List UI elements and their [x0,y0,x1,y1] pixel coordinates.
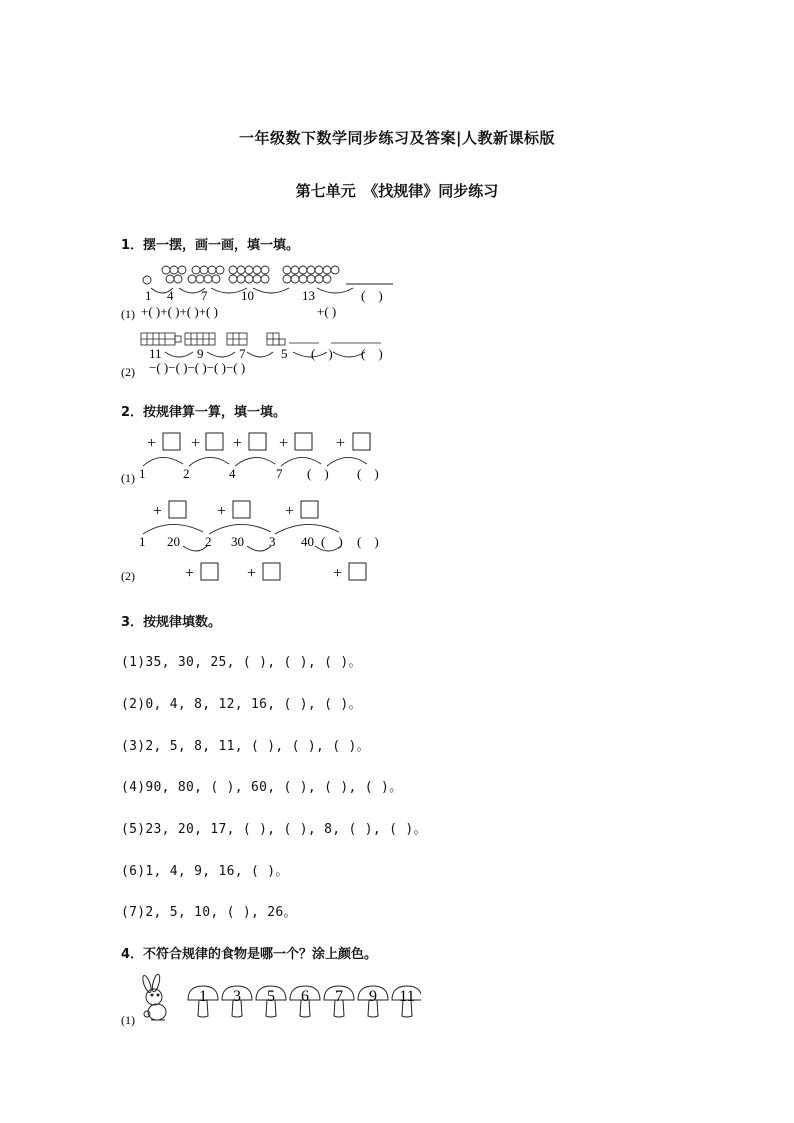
mushroom-number: 7 [335,988,343,1005]
page-subtitle: 第七单元 《找规律》同步练习 [295,182,499,200]
q2-p2-num-4: 30 [231,534,244,549]
q1-num-1: 1 [145,288,152,303]
mushroom-4[interactable] [290,986,320,1017]
svg-text:+: + [147,435,157,452]
mushroom-number: 1 [199,988,207,1005]
block-groups [141,333,381,345]
q2-p2-num-7: ( ) [321,534,343,549]
q4-heading: 4．不符合规律的食物是哪一个？涂上颜色。 [121,947,378,962]
q2-part1-label: (1) [121,471,135,485]
q3-line-4: (4)90, 80, ( ), 60, ( ), ( ), ( )。 [121,780,403,795]
q2-p2-num-2: 20 [167,534,180,549]
svg-text:+: + [233,435,243,452]
q1-p2-num-1: 11 [149,346,162,361]
q3-line-3: (3)2, 5, 8, 11, ( ), ( ), ( )。 [121,739,370,754]
circle-groups [143,266,339,284]
mushroom-number: 11 [399,988,415,1005]
mushroom-1[interactable] [188,986,218,1017]
q3-heading: 3．按规律填数。 [121,615,222,630]
svg-text:+: + [336,435,346,452]
q3-line-2: (2)0, 4, 8, 12, 16, ( ), ( )。 [121,697,362,712]
q1-p2-num-5: ( ) [311,346,333,361]
svg-text:+: + [217,503,227,520]
q2-part1-plus-boxes [147,433,370,452]
mushroom-row [188,986,421,1017]
q1-part1-ops-last: +( ) [317,304,337,319]
q2-p1-num-2: 2 [183,466,190,481]
svg-text:+: + [285,503,295,520]
q2-p1-num-1: 1 [139,466,146,481]
mushroom-6[interactable] [358,986,388,1017]
q1-part1-ops: +( )+( )+( )+( ) [141,304,218,319]
mushroom-7[interactable] [392,986,421,1017]
q3-line-1: (1)35, 30, 25, ( ), ( ), ( )。 [121,655,362,670]
mushroom-3[interactable] [256,986,286,1017]
q3-line-7: (7)2, 5, 10, ( ), 26。 [121,905,297,920]
svg-text:+: + [333,565,343,582]
q1-part1-label: (1) [121,307,135,321]
q1-heading: 1．摆一摆，画一画，填一填。 [121,238,300,253]
q2-part2-label: (2) [121,569,135,583]
q2-p1-num-3: 4 [229,466,236,481]
q2-part2-bottom-plus-boxes [185,563,366,582]
q1-p2-num-2: 9 [197,346,204,361]
q1-p2-num-3: 7 [239,346,246,361]
svg-text:+: + [247,565,257,582]
q2-p1-num-4: 7 [276,466,283,481]
svg-text:+: + [279,435,289,452]
q1-num-3: 7 [201,288,208,303]
svg-text:+: + [153,503,163,520]
q2-figure [121,428,411,588]
mushroom-number: 6 [301,988,309,1005]
q1-num-5: 13 [302,288,315,303]
svg-text:+: + [185,565,195,582]
q2-p1-num-5: ( ) [307,466,329,481]
mushroom-2[interactable] [222,986,252,1017]
q1-num-6: ( ) [361,288,383,303]
mushroom-number: 3 [233,988,241,1005]
q2-heading: 2．按规律算一算，填一填。 [121,405,287,420]
q2-p2-num-5: 3 [269,534,276,549]
q1-p2-num-4: 5 [281,346,288,361]
rabbit-icon [141,974,166,1020]
q2-p2-num-3: 2 [205,534,212,549]
q3-line-5: (5)23, 20, 17, ( ), ( ), 8, ( ), ( )。 [121,822,427,837]
mushroom-number: 5 [267,988,275,1005]
q1-figure [121,260,411,380]
q2-p1-num-6: ( ) [357,466,379,481]
svg-text:+: + [191,435,201,452]
page-title: 一年级数下数学同步练习及答案|人教新课标版 [239,129,555,147]
mushroom-5[interactable] [324,986,354,1017]
q3-line-6: (6)1, 4, 9, 16, ( )。 [121,864,289,879]
q1-num-4: 10 [241,288,254,303]
q2-p2-num-8: ( ) [357,534,379,549]
q4-figure [121,970,421,1030]
mushroom-number: 9 [369,988,377,1005]
q1-p2-num-6: ( ) [361,346,383,361]
q1-num-2: 4 [167,288,174,303]
q1-part2-ops: −( )−( )−( )−( )−( ) [149,360,246,375]
q4-part1-label: (1) [121,1013,135,1027]
q2-p2-num-1: 1 [139,534,146,549]
q2-p2-num-6: 40 [301,534,314,549]
q1-part2-label: (2) [121,365,135,379]
q2-part2-top-plus-boxes [153,501,318,520]
